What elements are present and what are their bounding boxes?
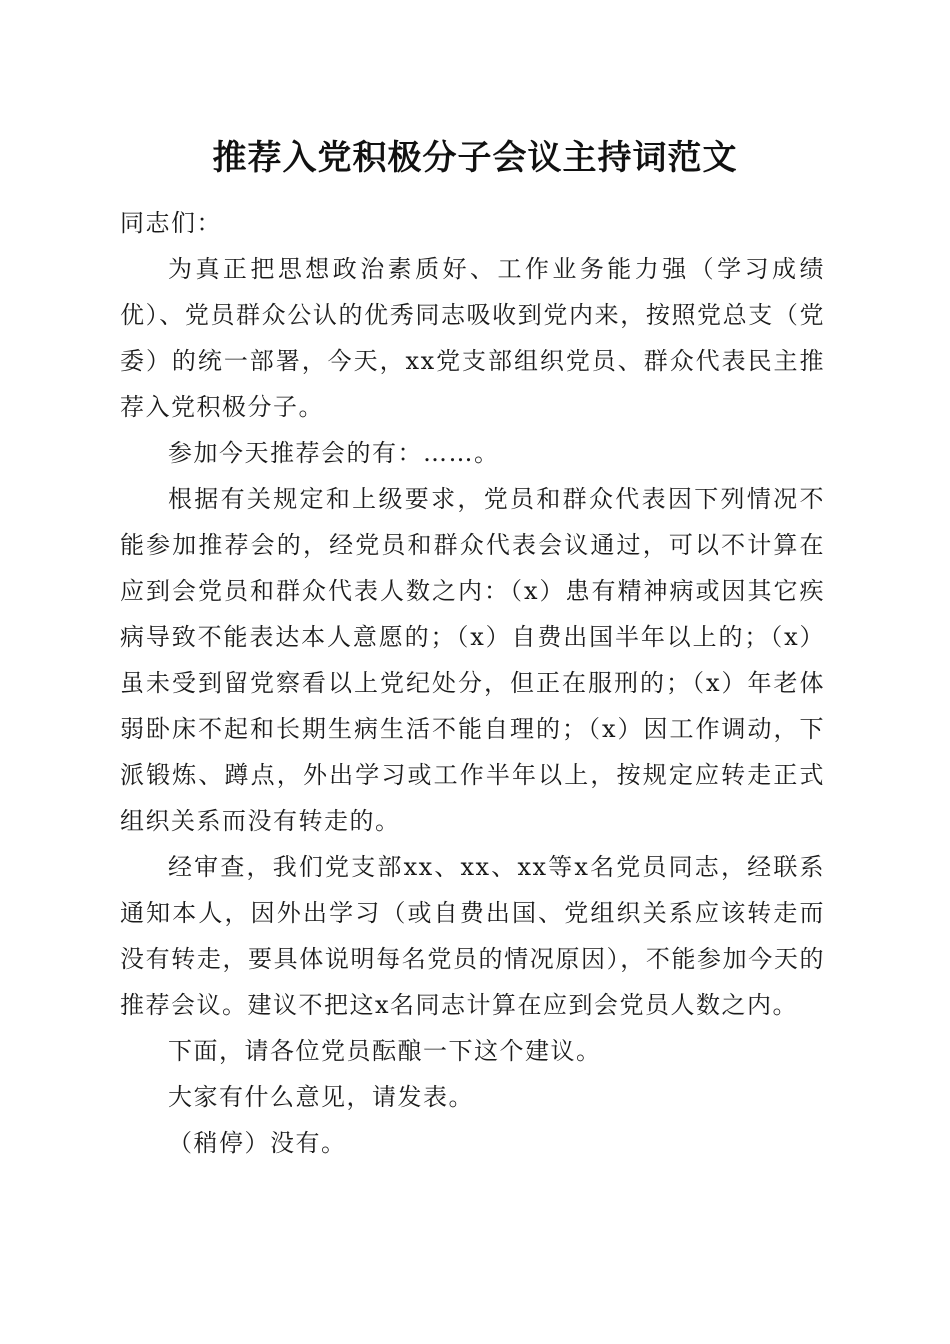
paragraph-intro: 为真正把思想政治素质好、工作业务能力强（学习成绩优）、党员群众公认的优秀同志吸收到党内来，按照党总支（党委）的统一部署，今天，xx党支部组织党员、群众代表民主推荐入党积极分子。 (120, 255, 825, 421)
paragraph-review: 经审查，我们党支部xx、xx、xx等x名党员同志，经联系通知本人，因外出学习（或自费出国、党组织关系应该转走而没有转走，要具体说明每名党员的情况原因），不能参加今天的推荐会议。建议不把这x名同志计算在应到会党员人数之内。 (120, 853, 825, 1019)
paragraph-pause: （稍停）没有。 (168, 1129, 347, 1157)
paragraph-opinions: 大家有什么意见，请发表。 (168, 1083, 474, 1111)
document-title: 推荐入党积极分子会议主持词范文 (212, 138, 738, 178)
document-body (120, 200, 825, 1166)
paragraph-rules: 根据有关规定和上级要求，党员和群众代表因下列情况不能参加推荐会的，经党员和群众代表会议通过，可以不计算在应到会党员和群众代表人数之内：（x）患有精神病或因其它疾病导致不能表达本人意愿的；（x）自费出国半年以上的；（x）虽未受到留党察看以上党纪处分，但正在服刑的；（x）年老体弱卧床不起和长期生病生活不能自理的；（x）因工作调动，下派锻炼、蹲点，外出学习或工作半年以上，按规定应转走正式组织关系而没有转走的。 (120, 485, 825, 835)
salutation: 同志们： (120, 209, 222, 237)
paragraph-consider: 下面，请各位党员酝酿一下这个建议。 (168, 1037, 602, 1065)
paragraph-attendees: 参加今天推荐会的有：……。 (168, 439, 500, 467)
